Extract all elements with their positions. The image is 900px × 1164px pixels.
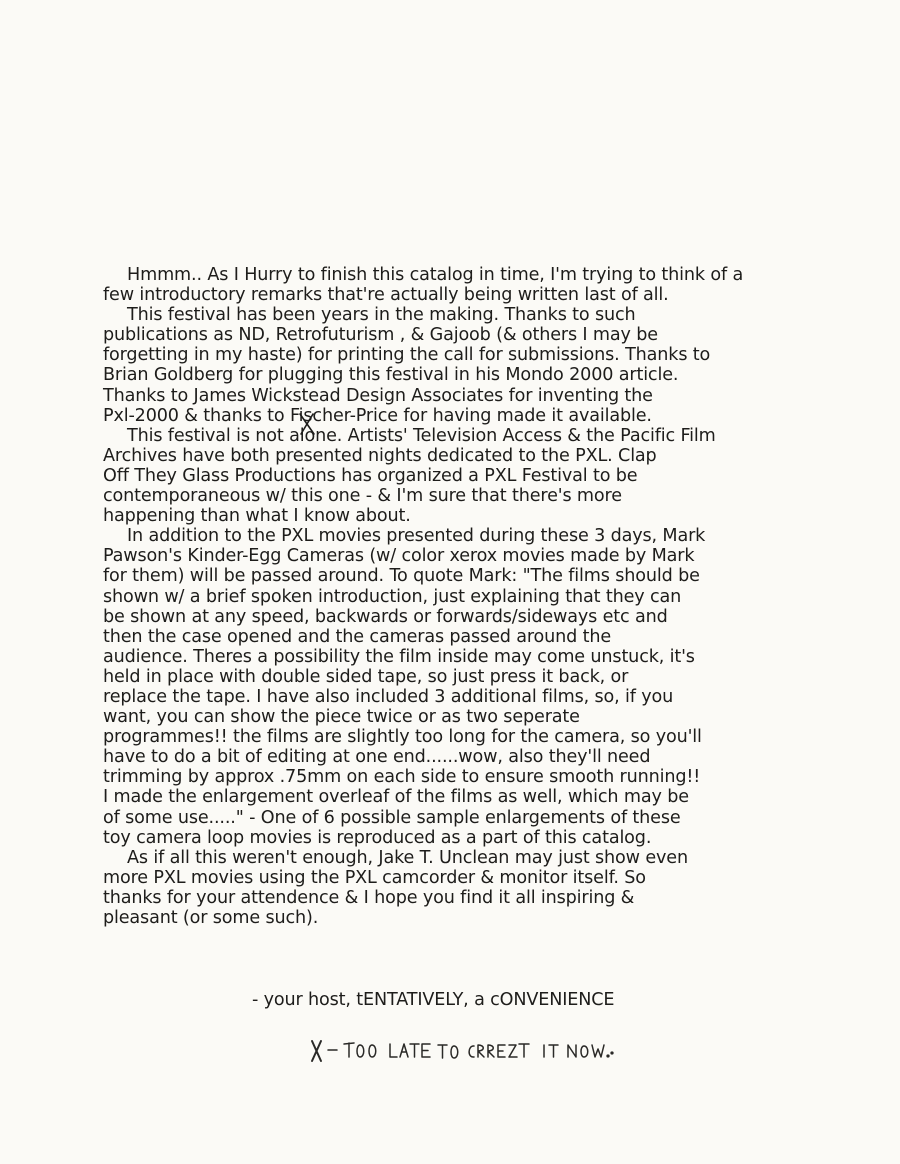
text-line: then the case opened and the cameras passed around the — [103, 626, 612, 647]
signature: - your host, tENTATIVELY, a cONVENIENCE — [252, 990, 615, 1010]
text-line: few introductory remarks that're actually being written last of all. — [103, 285, 669, 306]
text-line: programmes!! the films are slightly too long for the camera, so you'll — [103, 727, 702, 748]
text-line: Archives have both presented nights dedicated to the PXL. Clap — [103, 445, 657, 466]
text-line: This festival has been years in the making. Thanks to such — [127, 305, 636, 326]
text-line: Brian Goldberg for plugging this festival in his Mondo 2000 article. — [103, 365, 679, 386]
text-line: Pxl-2000 & thanks to Fischer-Price for having made it available. — [103, 405, 652, 426]
text-line: pleasant (or some such). — [103, 908, 319, 928]
text-line: replace the tape. I have also included 3 additional films, so, if you — [103, 686, 674, 707]
text-line: In addition to the PXL movies presented during these 3 days, Mark — [127, 526, 706, 547]
letter-body — [103, 265, 803, 928]
text-line: Hmmm.. As I Hurry to finish this catalog in time, I'm trying to think of a — [127, 265, 744, 285]
text-line: of some use....." - One of 6 possible sample enlargements of these — [103, 807, 681, 828]
text-line: This festival is not alone. Artists' Television Access & the Pacific Film — [127, 425, 716, 446]
text-line: trimming by approx .75mm on each side to ensure smooth running!! — [103, 767, 701, 788]
text-line: happening than what I know about. — [103, 506, 411, 527]
text-line: be shown at any speed, backwards or forwards/sideways etc and — [103, 606, 668, 627]
text-line: contemporaneous w/ this one - & I'm sure that there's more — [103, 486, 622, 507]
paragraph-not-alone — [103, 426, 803, 526]
text-line: toy camera loop movies is reproduced as a part of this catalog. — [103, 827, 652, 848]
paragraph-closing — [103, 848, 803, 928]
text-line: forgetting in my haste) for printing the call for submissions. Thanks to — [103, 345, 711, 366]
text-line: Thanks to James Wickstead Design Associates for inventing the — [103, 385, 653, 406]
text-line: want, you can show the piece twice or as two seperate — [103, 707, 580, 728]
paragraph-kinder-egg — [103, 526, 803, 848]
text-line: publications as ND, Retrofuturism , & Gajoob (& others I may be — [103, 325, 658, 346]
handwritten-x-mark-icon — [296, 412, 318, 436]
paragraph-thanks — [103, 305, 803, 426]
text-line: As if all this weren't enough, Jake T. Unclean may just show even — [127, 847, 688, 868]
text-line: Pawson's Kinder-Egg Cameras (w/ color xerox movies made by Mark — [103, 546, 695, 567]
text-line: held in place with double sided tape, so just press it back, or — [103, 666, 629, 687]
handwritten-note-icon — [308, 1035, 628, 1075]
text-line: more PXL movies using the PXL camcorder & monitor itself. So — [103, 867, 646, 888]
text-line: for them) will be passed around. To quote Mark: "The films should be — [103, 566, 700, 587]
paragraph-intro — [103, 265, 803, 305]
text-line: Off They Glass Productions has organized a PXL Festival to be — [103, 465, 638, 486]
text-line: have to do a bit of editing at one end......wow, also they'll need — [103, 747, 651, 768]
text-line: audience. Theres a possibility the film inside may come unstuck, it's — [103, 646, 695, 667]
text-line: thanks for your attendence & I hope you find it all inspiring & — [103, 887, 635, 908]
text-line: I made the enlargement overleaf of the films as well, which may be — [103, 787, 689, 808]
text-line: shown w/ a brief spoken introduction, just explaining that they can — [103, 586, 682, 607]
